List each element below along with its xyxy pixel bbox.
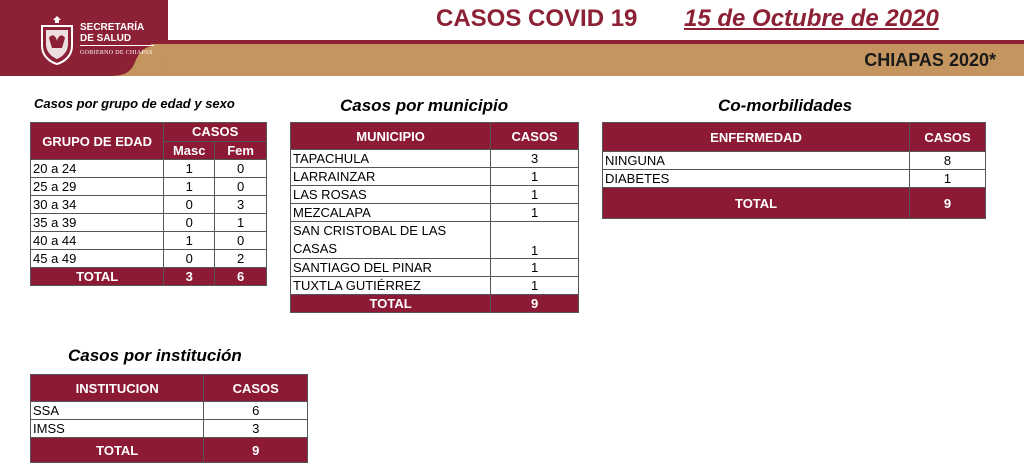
total-value: 9 bbox=[491, 295, 579, 313]
table-row bbox=[291, 204, 579, 222]
comorbidity-table-title: Co-morbilidades bbox=[718, 96, 853, 115]
age-group-cell: 45 a 49 bbox=[31, 250, 164, 268]
age-table-header-fem: Fem bbox=[215, 141, 267, 160]
disease-cell: DIABETES bbox=[603, 170, 910, 188]
comorbidity-header-disease: ENFERMEDAD bbox=[603, 123, 910, 152]
municipality-cell: LARRAINZAR bbox=[291, 168, 491, 186]
institution-cell: SSA bbox=[31, 402, 204, 420]
institution-cell: IMSS bbox=[31, 420, 204, 438]
masc-cell: 1 bbox=[164, 178, 215, 196]
cases-cell: 1 bbox=[491, 186, 579, 204]
cases-cell: 3 bbox=[204, 420, 308, 438]
table-row bbox=[291, 277, 579, 295]
total-masc: 3 bbox=[164, 268, 215, 286]
age-table-total-row bbox=[31, 268, 267, 286]
municipality-cell: TAPACHULA bbox=[291, 150, 491, 168]
table-row bbox=[31, 232, 267, 250]
comorbidity-table bbox=[602, 122, 986, 219]
table-row bbox=[291, 150, 579, 168]
page-title: CASOS COVID 19 bbox=[436, 5, 638, 32]
masc-cell: 0 bbox=[164, 196, 215, 214]
total-label: TOTAL bbox=[31, 268, 164, 286]
table-row bbox=[31, 214, 267, 232]
table-row bbox=[603, 170, 986, 188]
masc-cell: 0 bbox=[164, 214, 215, 232]
age-group-cell: 40 a 44 bbox=[31, 232, 164, 250]
fem-cell: 2 bbox=[215, 250, 267, 268]
age-table bbox=[30, 122, 267, 286]
cases-cell: 8 bbox=[910, 152, 986, 170]
brand-secretaria: SECRETARÍA bbox=[80, 22, 145, 33]
cases-cell: 1 bbox=[491, 277, 579, 295]
cases-cell: 1 bbox=[491, 222, 579, 259]
table-row bbox=[291, 168, 579, 186]
table-row bbox=[603, 152, 986, 170]
masc-cell: 1 bbox=[164, 160, 215, 178]
age-group-cell: 35 a 39 bbox=[31, 214, 164, 232]
disease-cell: NINGUNA bbox=[603, 152, 910, 170]
chiapas-seal-icon bbox=[38, 14, 76, 66]
age-group-cell: 30 a 34 bbox=[31, 196, 164, 214]
cases-cell: 1 bbox=[910, 170, 986, 188]
cases-cell: 1 bbox=[491, 204, 579, 222]
municipality-cell: MEZCALAPA bbox=[291, 204, 491, 222]
region-label: CHIAPAS 2020* bbox=[864, 50, 996, 70]
municipality-table-title: Casos por municipio bbox=[340, 96, 509, 115]
institution-table bbox=[30, 374, 308, 463]
fem-cell: 0 bbox=[215, 232, 267, 250]
table-row bbox=[31, 420, 308, 438]
comorbidity-header-cases: CASOS bbox=[910, 123, 986, 152]
municipality-cell: SANTIAGO DEL PINAR bbox=[291, 259, 491, 277]
report-date: 15 de Octubre de 2020 bbox=[684, 5, 939, 32]
cases-cell: 1 bbox=[491, 168, 579, 186]
institution-total-row bbox=[31, 438, 308, 463]
table-row bbox=[31, 196, 267, 214]
age-table-header-masc: Masc bbox=[164, 141, 215, 160]
total-fem: 6 bbox=[215, 268, 267, 286]
municipality-cell: TUXTLA GUTIÉRREZ bbox=[291, 277, 491, 295]
total-label: TOTAL bbox=[603, 188, 910, 219]
comorbidity-total-row bbox=[603, 188, 986, 219]
table-row bbox=[31, 250, 267, 268]
cases-cell: 1 bbox=[491, 259, 579, 277]
total-value: 9 bbox=[204, 438, 308, 463]
age-group-cell: 20 a 24 bbox=[31, 160, 164, 178]
age-table-header-group: GRUPO DE EDAD bbox=[31, 123, 164, 160]
municipality-header-cases: CASOS bbox=[491, 123, 579, 150]
municipality-cell: LAS ROSAS bbox=[291, 186, 491, 204]
fem-cell: 0 bbox=[215, 160, 267, 178]
masc-cell: 1 bbox=[164, 232, 215, 250]
age-table-title: Casos por grupo de edad y sexo bbox=[34, 96, 235, 111]
municipality-table bbox=[290, 122, 579, 313]
masc-cell: 0 bbox=[164, 250, 215, 268]
table-row bbox=[291, 259, 579, 277]
cases-cell: 6 bbox=[204, 402, 308, 420]
total-value: 9 bbox=[910, 188, 986, 219]
institution-header-name: INSTITUCION bbox=[31, 375, 204, 402]
age-table-header-cases: CASOS bbox=[164, 123, 267, 142]
brand-divider bbox=[80, 45, 154, 46]
table-row bbox=[31, 402, 308, 420]
municipality-cell: SAN CRISTOBAL DE LAS CASAS bbox=[291, 222, 491, 259]
table-row bbox=[291, 186, 579, 204]
brand-gobierno: GOBIERNO DE CHIAPAS bbox=[80, 50, 153, 56]
fem-cell: 1 bbox=[215, 214, 267, 232]
age-group-cell: 25 a 29 bbox=[31, 178, 164, 196]
table-row bbox=[291, 222, 579, 259]
table-row bbox=[31, 178, 267, 196]
table-row bbox=[31, 160, 267, 178]
institution-table-title: Casos por institución bbox=[68, 346, 242, 365]
municipality-header-name: MUNICIPIO bbox=[291, 123, 491, 150]
institution-header-cases: CASOS bbox=[204, 375, 308, 402]
fem-cell: 3 bbox=[215, 196, 267, 214]
municipality-total-row bbox=[291, 295, 579, 313]
total-label: TOTAL bbox=[31, 438, 204, 463]
fem-cell: 0 bbox=[215, 178, 267, 196]
cases-cell: 3 bbox=[491, 150, 579, 168]
total-label: TOTAL bbox=[291, 295, 491, 313]
brand-de-salud: DE SALUD bbox=[80, 33, 132, 44]
